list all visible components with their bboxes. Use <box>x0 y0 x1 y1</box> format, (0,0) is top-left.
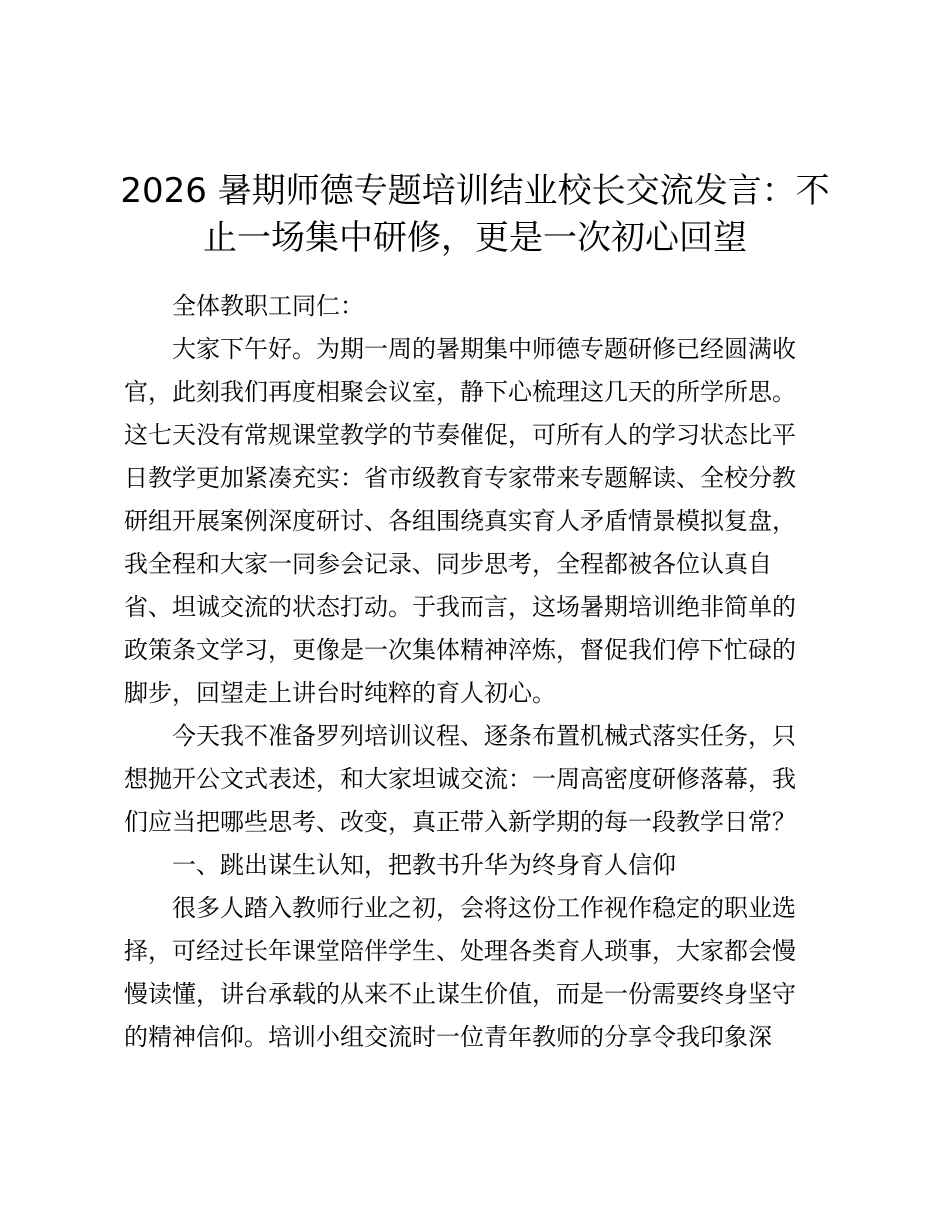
paragraph-line: 的精神信仰。培训小组交流时一位青年教师的分享令我印象深 <box>124 1023 772 1051</box>
paragraph-line: 大家下午好。为期一周的暑期集中师德专题研修已经圆满收 <box>172 335 796 363</box>
paragraph-line: 今天我不准备罗列培训议程、逐条布置机械式落实任务，只 <box>172 722 796 750</box>
paragraph-line: 想抛开公文式表述，和大家坦诚交流：一周高密度研修落幕，我 <box>124 765 796 793</box>
paragraph-line: 们应当把哪些思考、改变，真正带入新学期的每一段教学日常？ <box>124 808 796 836</box>
document-body <box>124 285 824 1059</box>
title-line: 2026 暑期师德专题培训结业校长交流发言：不 <box>120 171 830 211</box>
paragraph-line: 脚步，回望走上讲台时纯粹的育人初心。 <box>124 679 556 707</box>
paragraph-line: 日教学更加紧凑充实：省市级教育专家带来专题解读、全校分教 <box>124 464 796 492</box>
paragraph-line: 慢读懂，讲台承载的从来不止谋生价值，而是一份需要终身坚守 <box>124 980 796 1008</box>
paragraph-line: 很多人踏入教师行业之初，会将这份工作视作稳定的职业选 <box>172 894 796 922</box>
salutation: 全体教职工同仁： <box>172 292 364 320</box>
title-line: 止一场集中研修，更是一次初心回望 <box>203 218 747 258</box>
paragraph-line: 研组开展案例深度研讨、各组围绕真实育人矛盾情景模拟复盘， <box>124 507 796 535</box>
paragraph-line: 政策条文学习，更像是一次集体精神淬炼，督促我们停下忙碌的 <box>124 636 796 664</box>
paragraph-line: 省、坦诚交流的状态打动。于我而言，这场暑期培训绝非简单的 <box>124 593 796 621</box>
document-title <box>100 168 850 262</box>
section-heading: 一、跳出谋生认知，把教书升华为终身育人信仰 <box>172 851 676 879</box>
paragraph-line: 这七天没有常规课堂教学的节奏催促，可所有人的学习状态比平 <box>124 421 796 449</box>
paragraph-line: 官，此刻我们再度相聚会议室，静下心梳理这几天的所学所思。 <box>124 378 796 406</box>
paragraph-line: 我全程和大家一同参会记录、同步思考，全程都被各位认真自 <box>124 550 772 578</box>
paragraph-line: 择，可经过长年课堂陪伴学生、处理各类育人琐事，大家都会慢 <box>124 937 796 965</box>
